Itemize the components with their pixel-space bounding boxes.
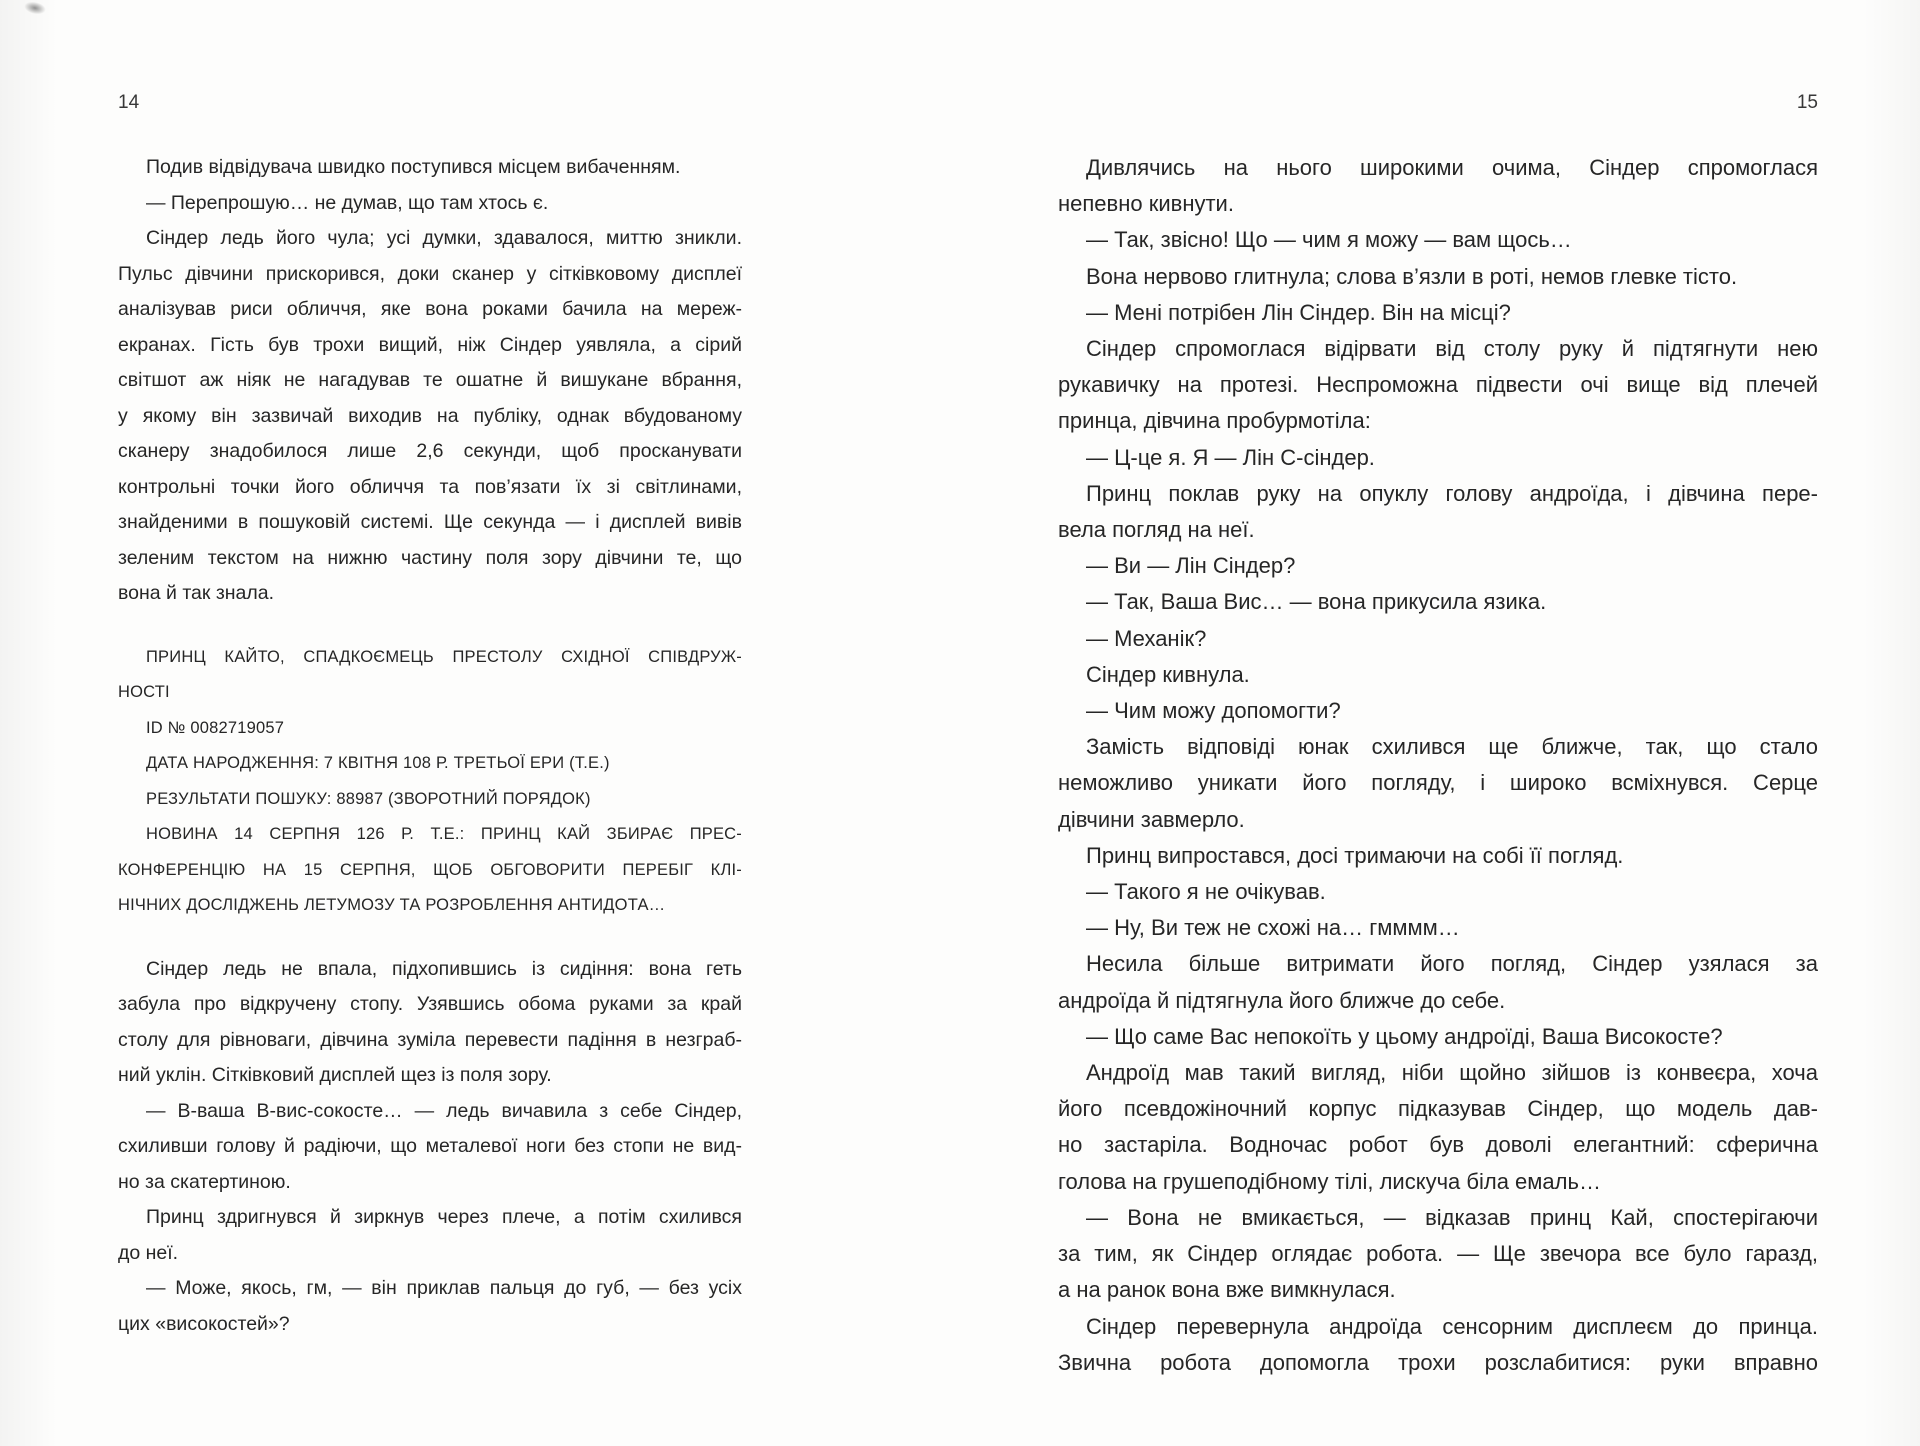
text-line: ДАТА НАРОДЖЕННЯ: 7 КВІТНЯ 108 Р. ТРЕТЬОЇ ЕРИ (Т.Е.) — [146, 754, 610, 772]
text-line: забула про відкручену стопу. Узявшись обома руками за край — [118, 993, 742, 1015]
text-line: ID № 0082719057 — [146, 718, 285, 737]
text-line: — Вона не вмикається, — відказав принц Кай, спостерігаючи — [1086, 1204, 1818, 1230]
page-right — [1058, 92, 1818, 1381]
text-line: Звична робота допомогла трохи розслабитися: руки вправно — [1058, 1349, 1818, 1375]
page-right-text — [1058, 150, 1818, 1381]
text-line: Дивлячись на нього широкими очима, Сіндер спромоглася — [1086, 155, 1818, 180]
text-line: — Так, Ваша Вис… — вона прикусила язика. — [1086, 589, 1547, 615]
text-line: непевно кивнути. — [1058, 191, 1234, 217]
text-line: вела погляд на неї. — [1058, 517, 1255, 543]
text-line: Вона нервово глитнула; слова в’язли в роті, немов глевке тісто. — [1086, 263, 1738, 289]
text-line: Принц випростався, досі тримаючи на собі її погляд. — [1086, 842, 1624, 868]
text-line: — Мені потрібен Лін Сіндер. Він на місці? — [1086, 299, 1511, 325]
text-line: — Механік? — [1086, 625, 1207, 651]
text-line: Принц здригнувся й зиркнув через плече, а потім схилився — [146, 1206, 742, 1228]
text-line: ний уклін. Сітківковий дисплей щез із поля зору. — [118, 1064, 552, 1086]
text-line: у якому він зазвичай виходив на публіку, однак вбудованому — [118, 404, 742, 427]
text-line: — Такого я не очікував. — [1086, 879, 1326, 905]
page-left — [118, 92, 742, 1342]
text-line: — Може, якось, гм, — він приклав пальця до губ, — без усіх — [146, 1277, 742, 1299]
text-line: Несила більше витримати його погляд, Сіндер узялася за — [1086, 951, 1818, 977]
text-line: цих «високостей»? — [118, 1312, 290, 1335]
text-line: його псевдожіночний корпус підказував Сіндер, що модель дав- — [1058, 1096, 1818, 1122]
text-line: сканеру знадобилося лише 2,6 секунди, щоб просканувати — [118, 440, 742, 462]
text-line: Пульс дівчини прискорився, доки сканер у сітківковому дисплеї — [118, 262, 742, 285]
text-line: контрольні точки його обличчя та пов’язати їх зі світлинами, — [118, 475, 742, 498]
text-line: НІЧНИХ ДОСЛІДЖЕНЬ ЛЕТУМОЗУ ТА РОЗРОБЛЕННЯ АНТИДОТА… — [118, 896, 666, 914]
text-line: принца, дівчина пробурмотіла: — [1058, 408, 1371, 434]
text-line: рукавичку на протезі. Неспроможна підвести очі вище від плечей — [1058, 372, 1818, 398]
text-line: а на ранок вона вже вимкнулася. — [1058, 1277, 1396, 1303]
text-line: Сіндер спромоглася відірвати від столу руку й підтягнути нею — [1086, 336, 1818, 362]
text-line: — Ну, Ви теж не схожі на… гмммм… — [1086, 915, 1460, 941]
text-line: — Так, звісно! Що — чим я можу — вам щось… — [1086, 227, 1572, 253]
text-line: КОНФЕРЕНЦІЮ НА 15 СЕРПНЯ, ЩОБ ОБГОВОРИТИ ПЕРЕБІГ КЛІ- — [118, 860, 742, 879]
text-line: екранах. Гість був трохи вищий, ніж Сіндер уявляла, а сірий — [118, 333, 742, 356]
page-left-text — [118, 150, 742, 1342]
text-line: Замість відповіді юнак схилився ще ближче, так, що стало — [1086, 734, 1818, 760]
text-line: неможливо уникати його погляду, і широко всміхнувся. Серце — [1058, 770, 1818, 796]
scan-smudge — [23, 0, 47, 16]
text-line: Подив відвідувача швидко поступився місцем вибаченням. — [146, 156, 681, 178]
text-line: голова на грушеподібному тілі, лискуча біла емаль… — [1058, 1168, 1601, 1194]
text-line: но застаріла. Водночас робот був доволі елегантний: сферична — [1058, 1132, 1818, 1158]
text-line: Андроїд мав такий вигляд, ніби щойно зійшов із конвеєра, хоча — [1086, 1060, 1818, 1086]
text-line: — Що саме Вас непокоїть у цьому андроїді, Ваша Високосте? — [1086, 1023, 1723, 1049]
text-line: зеленим текстом на нижню частину поля зору дівчини те, що — [118, 546, 742, 569]
text-line: Сіндер ледь його чула; усі думки, здавалося, миттю зникли. — [146, 227, 742, 249]
text-line: — Ви — Лін Сіндер? — [1086, 553, 1296, 579]
text-line: — Чим можу допомогти? — [1086, 698, 1341, 724]
text-line: вона й так знала. — [118, 582, 275, 604]
text-line: РЕЗУЛЬТАТИ ПОШУКУ: 88987 (ЗВОРОТНИЙ ПОРЯДОК) — [146, 789, 591, 808]
text-line: знайденими в пошуковій системі. Ще секунда — і дисплей вивів — [118, 511, 742, 533]
text-line: НОСТІ — [118, 683, 170, 701]
text-line: Сіндер перевернула андроїда сенсорним дисплеєм до принца. — [1086, 1313, 1818, 1339]
text-line: до неї. — [118, 1241, 179, 1264]
text-line: дівчини завмерло. — [1058, 806, 1245, 832]
text-line: Сіндер кивнула. — [1086, 661, 1250, 687]
text-line: — В-ваша В-вис-сокосте… — ледь вичавила з себе Сіндер, — [146, 1099, 742, 1122]
page-number-left: 14 — [118, 92, 140, 113]
text-line: — Перепрошую… не думав, що там хтось є. — [146, 191, 549, 214]
page-number-right: 15 — [1796, 92, 1818, 113]
text-line: Сіндер ледь не впала, підхопившись із сидіння: вона геть — [146, 957, 742, 980]
text-line: — Ц-це я. Я — Лін С-сіндер. — [1086, 444, 1375, 470]
text-line: аналізував риси обличчя, яке вона роками бачила на мереж- — [118, 298, 742, 320]
text-line: за тим, як Сіндер оглядає робота. — Ще звечора все було гаразд, — [1058, 1241, 1818, 1267]
text-line: ПРИНЦ КАЙТО, СПАДКОЄМЕЦЬ ПРЕСТОЛУ СХІДНОЇ СПІВДРУЖ- — [146, 647, 742, 666]
text-line: схиливши голову й радіючи, що металевої ноги без стопи не вид- — [118, 1135, 742, 1157]
text-line: но за скатертиною. — [118, 1170, 291, 1193]
text-line: Принц поклав руку на опуклу голову андроїда, і дівчина пере- — [1086, 480, 1818, 506]
text-line: НОВИНА 14 СЕРПНЯ 126 Р. Т.Е.: ПРИНЦ КАЙ ЗБИРАЄ ПРЕС- — [146, 825, 742, 843]
text-line: андроїда й підтягнула його ближче до себе. — [1058, 987, 1506, 1013]
text-line: столу для рівноваги, дівчина зуміла перевести падіння в незграб- — [118, 1028, 742, 1051]
text-line: світшот аж ніяк не нагадував те ошатне й вишукане вбрання, — [118, 369, 742, 391]
